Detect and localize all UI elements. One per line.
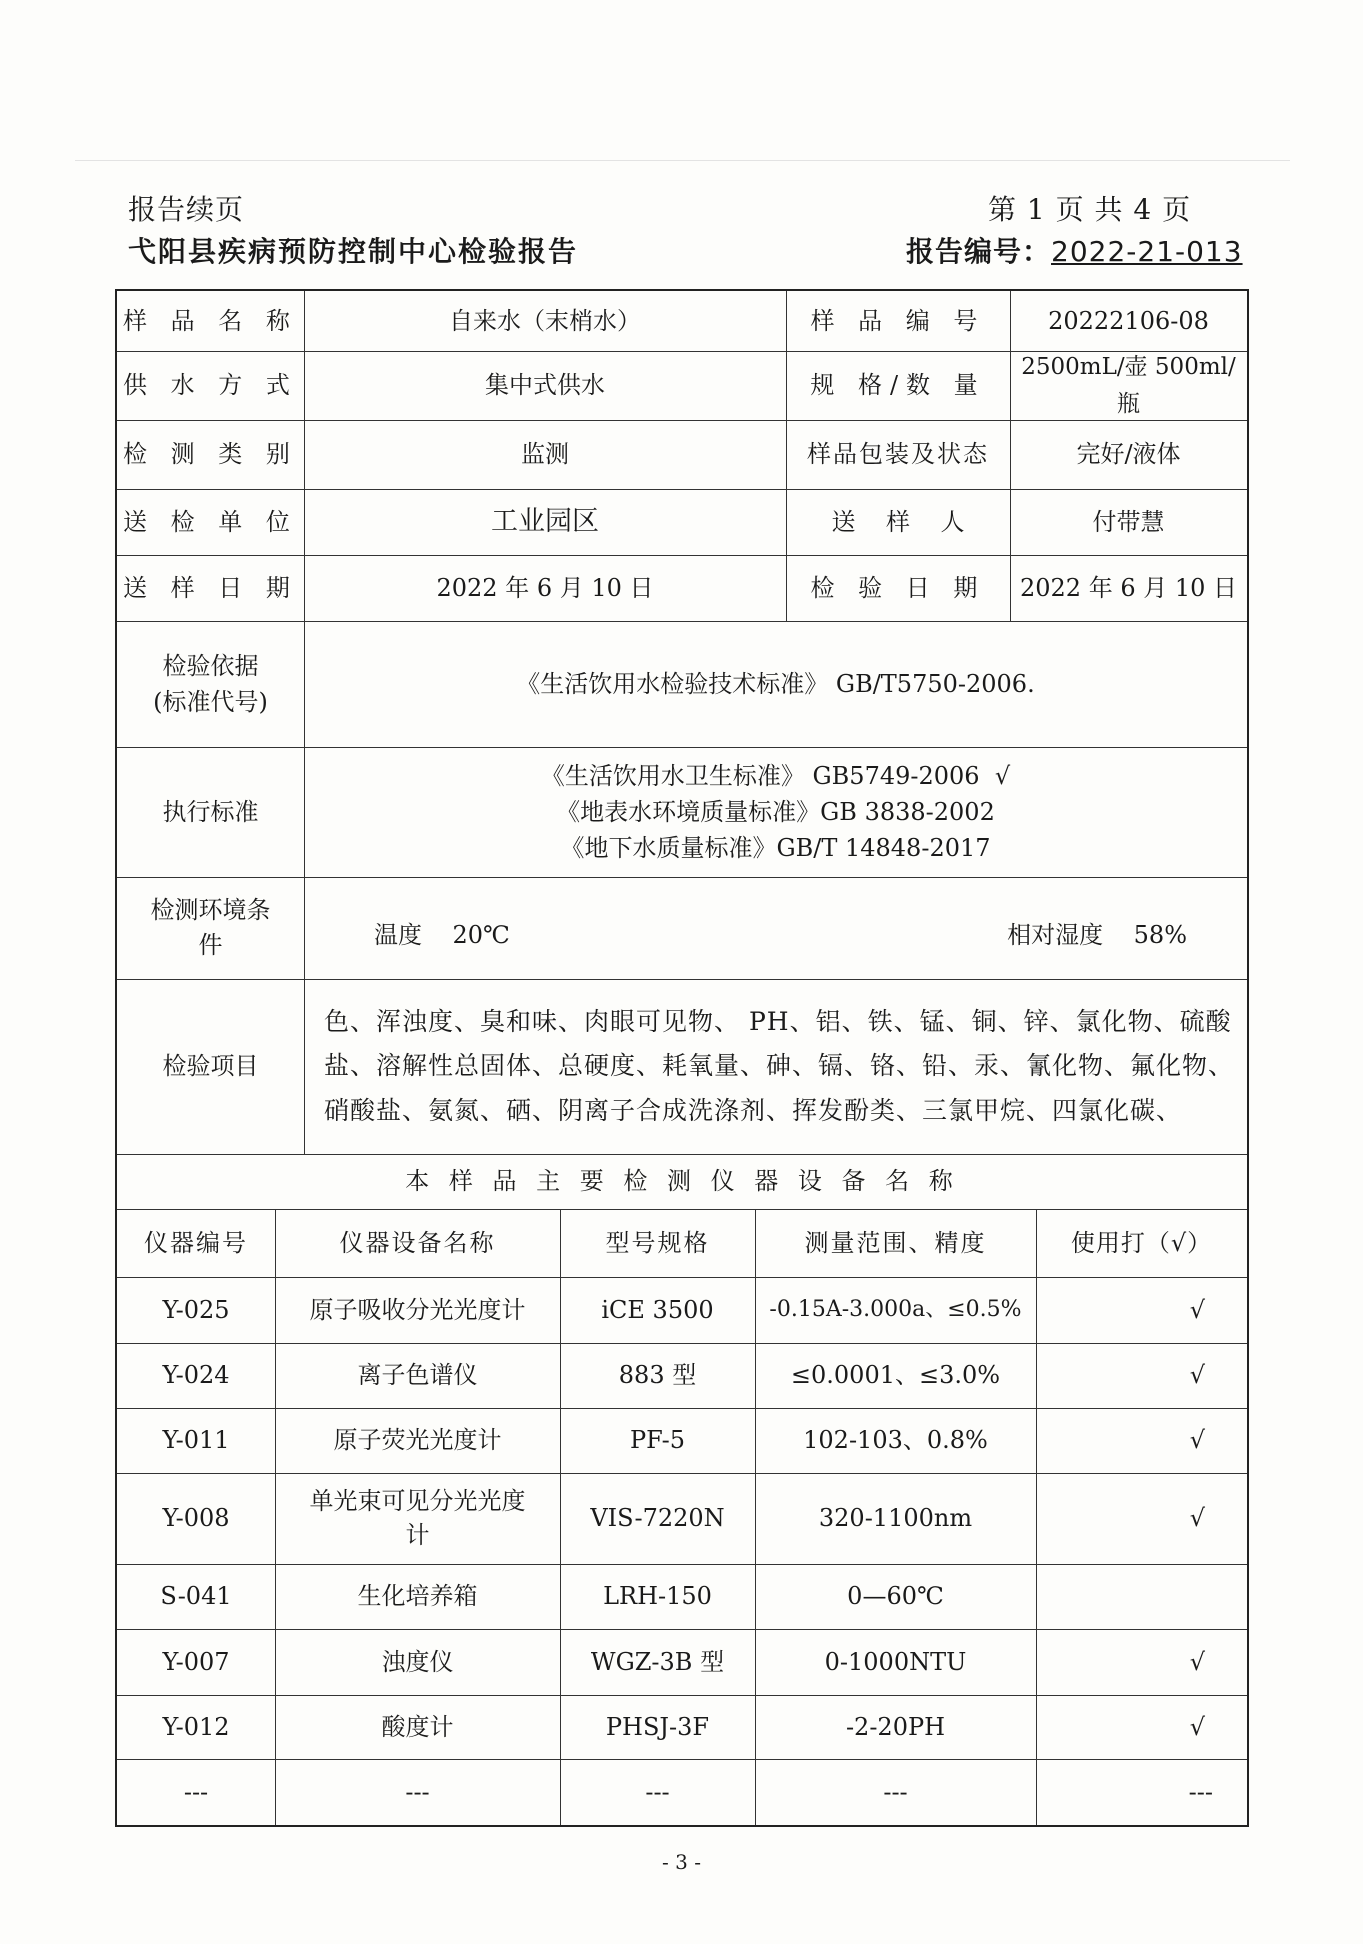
table-row-model: PHSJ-3F (605, 1712, 710, 1741)
table-row-name: 生化培养箱 (357, 1582, 478, 1611)
spec: 2500mL/壶 500ml/瓶 (1021, 353, 1236, 417)
sample-name-label: 样 品 名 称 (123, 306, 298, 335)
table-row-check: √ (1189, 1295, 1205, 1324)
table-row-model: --- (645, 1777, 670, 1806)
institution-title: 弋阳县疾病预防控制中心检验报告 (128, 235, 579, 268)
items-label: 检验项目 (162, 1052, 259, 1081)
table-row-range: 0—60℃ (847, 1582, 944, 1611)
test-items: 色、浑浊度、臭和味、肉眼可见物、 PH、铝、铁、锰、铜、锌、氯化物、硫酸盐、溶解性总固体、总硬度、耗氧量、砷、镉、铬、铅、汞、氰化物、氟化物、硝酸盐、氨氮、硒、阴离子合成洗涤剂、挥发酚类、三氯甲烷、四氯化碳、 (324, 1006, 1235, 1125)
header-instrument-name: 仪器设备名称 (339, 1228, 496, 1257)
package-label: 样品包装及状态 (807, 440, 989, 469)
table-row-check: √ (1189, 1504, 1205, 1533)
top-rule (75, 160, 1290, 161)
humidity: 相对湿度 58% (1007, 920, 1187, 949)
table-row-check: --- (1188, 1777, 1213, 1806)
table-row-name: 离子色谱仪 (357, 1361, 478, 1390)
table-row-range: -2-20PH (845, 1712, 946, 1741)
page-indicator: 第 1 页 共 4 页 (988, 193, 1192, 226)
package: 完好/液体 (1076, 440, 1181, 469)
table-row-no: Y-011 (162, 1426, 230, 1455)
report-number (906, 230, 1243, 270)
table-row-range: --- (883, 1777, 908, 1806)
basis-label (117, 621, 304, 747)
sender: 付带慧 (1092, 507, 1165, 536)
table-row-no: Y-024 (162, 1361, 230, 1390)
table-row-name: --- (405, 1777, 430, 1806)
table-row-range: -0.15A-3.000a、≤0.5% (769, 1297, 1022, 1323)
header-range: 测量范围、精度 (804, 1228, 987, 1257)
header-instrument-no: 仪器编号 (144, 1228, 248, 1257)
table-row-name: 单光束可见分光光度计 (309, 1486, 526, 1549)
instrument-section-title: 本 样 品 主 要 检 测 仪 器 设 备 名 称 (405, 1167, 959, 1196)
table-row-model: PF-5 (629, 1426, 686, 1455)
table-row-check (1036, 1564, 1247, 1629)
env-values (304, 877, 1247, 979)
spec-label: 规 格/数 量 (810, 371, 986, 400)
table-row-name: 原子荧光光度计 (333, 1426, 502, 1455)
header-model: 型号规格 (605, 1228, 710, 1257)
standard-label: 执行标准 (162, 797, 259, 826)
table-row-model: 883 型 (618, 1361, 697, 1390)
table-row-check: √ (1189, 1361, 1205, 1390)
table-row-no: S-041 (160, 1582, 232, 1611)
standard-1: 《生活饮用水卫生标准》 GB5749-2006 √ (540, 762, 1011, 790)
basis-label-line2: (标准代号) (153, 688, 268, 716)
standard-3: 《地下水质量标准》GB/T 14848-2017 (560, 834, 991, 862)
table-row-name: 酸度计 (381, 1712, 454, 1741)
continued-label: 报告续页 (128, 193, 245, 226)
table-row-range: 0-1000NTU (824, 1647, 967, 1676)
sender-label: 送 样 人 (831, 507, 965, 536)
unit-label: 送 检 单 位 (123, 507, 298, 536)
table-row-name: 原子吸收分光光度计 (309, 1295, 526, 1324)
table-row-model: iCE 3500 (601, 1295, 714, 1324)
table-row-range: ≤0.0001、≤3.0% (790, 1361, 1001, 1390)
category: 监测 (521, 440, 569, 469)
table-row-no: Y-008 (162, 1504, 230, 1533)
standard-2: 《地表水环境质量标准》GB 3838-2002 (556, 798, 995, 826)
table-row-no: Y-025 (162, 1295, 230, 1324)
table-row-model: VIS-7220N (590, 1504, 725, 1533)
table-row-check: √ (1189, 1712, 1205, 1741)
supply-label: 供 水 方 式 (123, 371, 298, 400)
env-label-line1: 检测环境条 (150, 896, 271, 925)
send-date: 2022 年 6 月 10 日 (436, 573, 654, 602)
table-row-range: 320-1100nm (818, 1504, 973, 1533)
supply: 集中式供水 (485, 371, 605, 400)
sample-no-label: 样 品 编 号 (810, 306, 986, 335)
table-row-check: √ (1189, 1647, 1205, 1676)
report-table (115, 289, 1249, 1827)
standards (304, 747, 1247, 877)
report-number-value: 2022-21-013 (1051, 235, 1243, 268)
temperature: 温度 20℃ (374, 920, 510, 949)
unit: 工业园区 (491, 506, 599, 538)
send-date-label: 送 样 日 期 (123, 573, 298, 602)
test-date: 2022 年 6 月 10 日 (1019, 573, 1238, 602)
table-row-model: LRH-150 (603, 1582, 712, 1611)
sample-no: 20222106-08 (1048, 306, 1209, 335)
report-number-label: 报告编号： (906, 235, 1052, 268)
test-date-label: 检 验 日 期 (810, 573, 986, 602)
basis: 《生活饮用水检验技术标准》 GB/T5750-2006. (516, 669, 1035, 698)
sample-name: 自来水（末梢水） (449, 306, 641, 335)
table-row-name: 浊度仪 (381, 1647, 454, 1676)
table-row-no: Y-012 (162, 1712, 230, 1741)
basis-label-line1: 检验依据 (162, 652, 259, 680)
table-row-no: --- (183, 1777, 209, 1806)
table-row-no: Y-007 (162, 1647, 230, 1676)
page-number: - 3 - (662, 1850, 701, 1874)
env-label (117, 877, 304, 979)
table-row-check: √ (1189, 1426, 1205, 1455)
table-row-model: WGZ-3B 型 (590, 1647, 725, 1676)
header-used: 使用打（√） (1070, 1228, 1213, 1257)
table-row-range: 102-103、0.8% (803, 1426, 988, 1455)
category-label: 检 测 类 别 (123, 440, 298, 469)
env-label-line2: 件 (198, 931, 223, 959)
